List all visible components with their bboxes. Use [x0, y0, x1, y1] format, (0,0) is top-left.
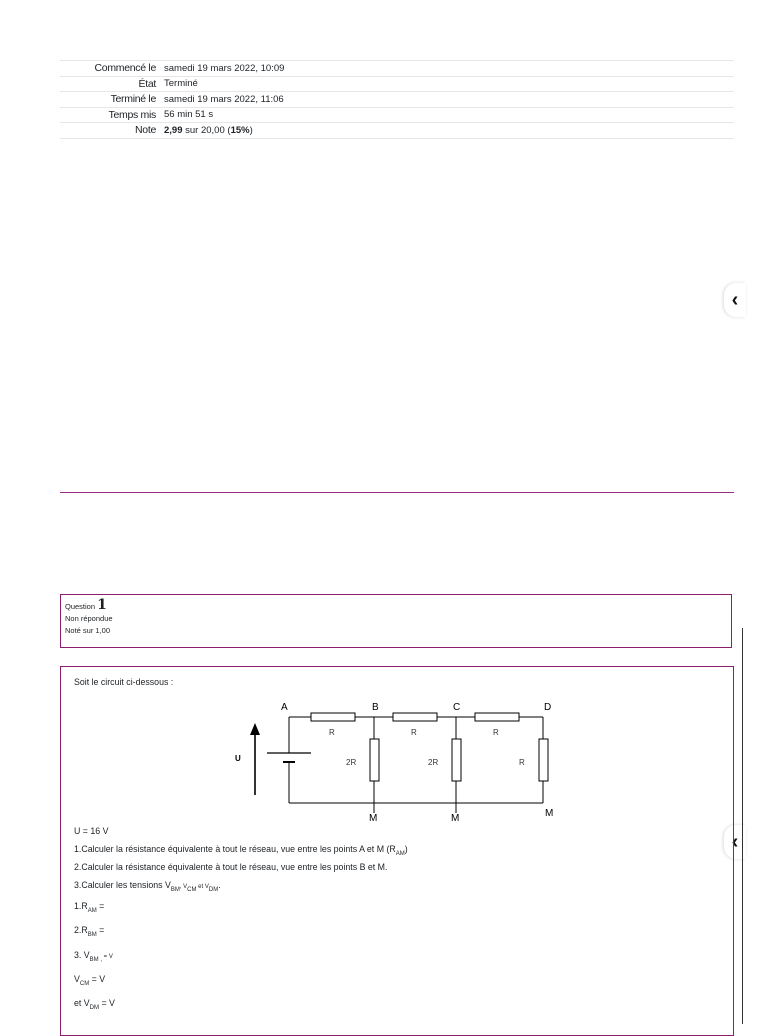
summary-row-duration: [60, 107, 734, 123]
series-label-2: R: [411, 728, 417, 737]
answer-4[interactable]: $V_{CM} = V$: [74, 974, 106, 987]
question-prefix: Question: [65, 602, 96, 611]
summary-label: Commencé le: [94, 62, 156, 75]
resistor-ab: [311, 713, 355, 721]
summary-value: samedi 19 mars 2022, 10:09: [164, 62, 285, 74]
question-number: 1: [97, 597, 107, 613]
question-marks: Noté sur 1,00: [65, 626, 111, 635]
answer-2[interactable]: $2.R_{BM}$ =: [74, 925, 105, 938]
section-divider: [60, 492, 734, 493]
answer-1[interactable]: $1.R_{AM}$ =: [74, 901, 105, 914]
question-intro: Soit le circuit ci-dessous :: [74, 677, 174, 687]
ground-label-3: M: [545, 808, 554, 819]
chevron-left-icon: ‹: [731, 830, 739, 853]
question-content-box: [60, 666, 734, 1036]
summary-grade-value: [164, 125, 734, 136]
summary-value: Terminé: [164, 78, 198, 90]
question-heading: [65, 599, 727, 613]
chevron-left-icon: ‹: [731, 288, 739, 311]
answer-5[interactable]: et $V_{DM} = V$: [74, 998, 115, 1011]
node-label-b: B: [372, 702, 379, 713]
node-label-a: A: [281, 702, 288, 713]
ground-label-2: M: [451, 813, 460, 824]
series-label-1: R: [329, 728, 335, 737]
summary-row-state: [60, 76, 734, 92]
drawer-toggle-button[interactable]: [724, 283, 746, 317]
shunt-label-3: R: [519, 758, 525, 767]
answer-3[interactable]: 3. $V_{BM ,} = V$: [74, 950, 113, 963]
task-1: 1.Calculer la résistance équivalente à tout le réseau, vue entre les points A et M $(R_{AM})$: [74, 844, 408, 857]
scrollbar-track[interactable]: [742, 628, 743, 1024]
ground-label-1: M: [369, 813, 378, 824]
node-label-d: D: [544, 702, 552, 713]
series-label-3: R: [493, 728, 499, 737]
grade-score: 2,99: [164, 124, 183, 136]
summary-row-grade: [60, 122, 734, 139]
grade-close: ): [249, 124, 253, 136]
resistor-cd: [475, 713, 519, 721]
circuit-diagram: [231, 695, 571, 825]
grade-out-of: sur 20,00 (: [182, 124, 231, 136]
voltage-arrowhead: [250, 723, 260, 735]
summary-value: samedi 19 mars 2022, 11:06: [164, 93, 284, 105]
resistor-bc: [393, 713, 437, 721]
node-label-c: C: [453, 702, 461, 713]
task-3: 3.Calculer les tensions $V_{BM}$, $V_{CM}$ et $V_{DM}$.: [74, 880, 221, 893]
resistor-bm: [370, 739, 379, 781]
resistor-cm: [452, 739, 461, 781]
summary-row-finished: [60, 91, 734, 107]
summary-value: 56 min 51 s: [164, 109, 214, 121]
summary-label: Temps mis: [108, 108, 156, 121]
attempt-summary-table: [60, 60, 734, 139]
summary-label: État: [138, 77, 156, 90]
summary-label: Terminé le: [110, 93, 156, 106]
resistor-dm: [539, 739, 548, 781]
shunt-label-2: 2R: [428, 758, 439, 767]
question-info-box: [60, 594, 732, 648]
question-status: Non répondue: [65, 614, 113, 623]
grade-percent: 15%: [230, 124, 250, 136]
task-2: 2.Calculer la résistance équivalente à tout le réseau, vue entre les points B et M.: [74, 862, 388, 872]
given-voltage: U = 16 V: [74, 826, 109, 836]
summary-row-started: [60, 60, 734, 76]
source-label: U: [235, 754, 241, 763]
shunt-label-1: 2R: [346, 758, 357, 767]
summary-label: Note: [135, 124, 156, 137]
